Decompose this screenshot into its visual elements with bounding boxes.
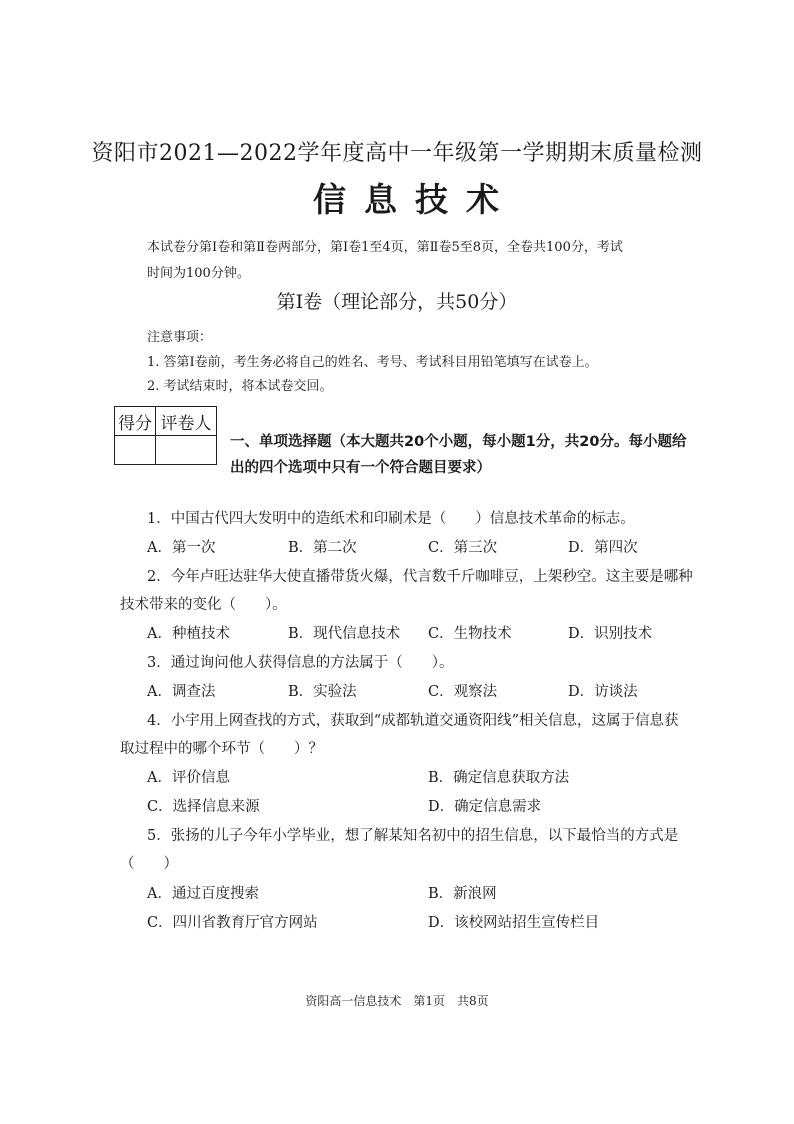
notes-heading: 注意事项： — [147, 330, 213, 345]
question-3-option-c: C．观察法 — [428, 684, 498, 700]
question-3-option-d: D．访谈法 — [568, 684, 638, 700]
question-2-option-b: B．现代信息技术 — [288, 626, 401, 642]
question-3-option-a: A．调查法 — [147, 684, 216, 700]
question-4-option-d: D．确定信息需求 — [428, 799, 542, 815]
question-4-stem-line-1: 4．小宇用上网查找的方式，获取到“成都轨道交通资阳线”相关信息，这属于信息获 — [147, 713, 679, 729]
question-5-option-b: B．新浪网 — [428, 886, 497, 902]
question-2-option-a: A．种植技术 — [147, 626, 230, 642]
exam-title: 资阳市2021—2022学年度高中一年级第一学期期末质量检测 — [91, 141, 703, 166]
grader-cell[interactable] — [156, 436, 217, 465]
question-5-option-a: A．通过百度搜索 — [147, 886, 259, 902]
score-header: 得分 — [115, 407, 156, 436]
question-4-option-c: C．选择信息来源 — [147, 799, 260, 815]
question-4-option-b: B．确定信息获取方法 — [428, 770, 570, 786]
page-footer: 资阳高一信息技术 第1页 共8页 — [305, 994, 489, 1008]
section-heading-line-2: 出的四个选项中只有一个符合题目要求） — [230, 460, 491, 476]
notes-item-2: 2. 考试结束时，将本试卷交回。 — [147, 379, 333, 394]
question-1-stem: 1．中国古代四大发明中的造纸术和印刷术是（ ）信息技术革命的标志。 — [147, 511, 635, 527]
question-4-stem-line-2: 取过程中的哪个环节（ ）？ — [120, 741, 323, 757]
intro-line-2: 时间为100分钟。 — [147, 266, 250, 281]
question-3-stem: 3．通过询问他人获得信息的方法属于（ ）。 — [147, 655, 454, 671]
question-5-option-c: C．四川省教育厅官方网站 — [147, 915, 318, 931]
question-2-option-d: D．识别技术 — [568, 626, 653, 642]
part-title: 第Ⅰ卷（理论部分，共50分） — [276, 291, 518, 313]
question-5-stem-line-1: 5．张扬的儿子今年小学毕业，想了解某知名初中的招生信息，以下最恰当的方式是 — [147, 828, 679, 844]
question-5-stem-line-2: （ ） — [120, 856, 178, 872]
question-4-option-a: A．评价信息 — [147, 770, 230, 786]
question-2-option-c: C．生物技术 — [428, 626, 512, 642]
score-cell[interactable] — [115, 436, 156, 465]
question-1-option-d: D．第四次 — [568, 540, 638, 556]
question-3-option-b: B．实验法 — [288, 684, 357, 700]
question-1-option-a: A．第一次 — [147, 540, 216, 556]
grader-header: 评卷人 — [156, 407, 217, 436]
section-heading-line-1: 一、单项选择题（本大题共20个小题，每小题1分，共20分。每小题给 — [230, 434, 687, 450]
question-2-stem-line-1: 2．今年卢旺达驻华大使直播带货火爆，代言数千斤咖啡豆，上架秒空。这主要是哪种 — [147, 569, 693, 585]
question-5-option-d: D．该校网站招生宣传栏目 — [428, 915, 600, 931]
score-box — [114, 406, 217, 465]
question-1-option-c: C．第三次 — [428, 540, 498, 556]
subject-title: 信息技术 — [313, 180, 517, 219]
question-1-option-b: B．第二次 — [288, 540, 357, 556]
notes-item-1: 1. 答第Ⅰ卷前，考生务必将自己的姓名、考号、考试科目用铅笔填写在试卷上。 — [147, 355, 598, 370]
intro-line-1: 本试卷分第Ⅰ卷和第Ⅱ卷两部分，第Ⅰ卷1至4页，第Ⅱ卷5至8页，全卷共100分，考试 — [147, 240, 623, 255]
question-2-stem-line-2: 技术带来的变化（ ）。 — [120, 597, 287, 613]
